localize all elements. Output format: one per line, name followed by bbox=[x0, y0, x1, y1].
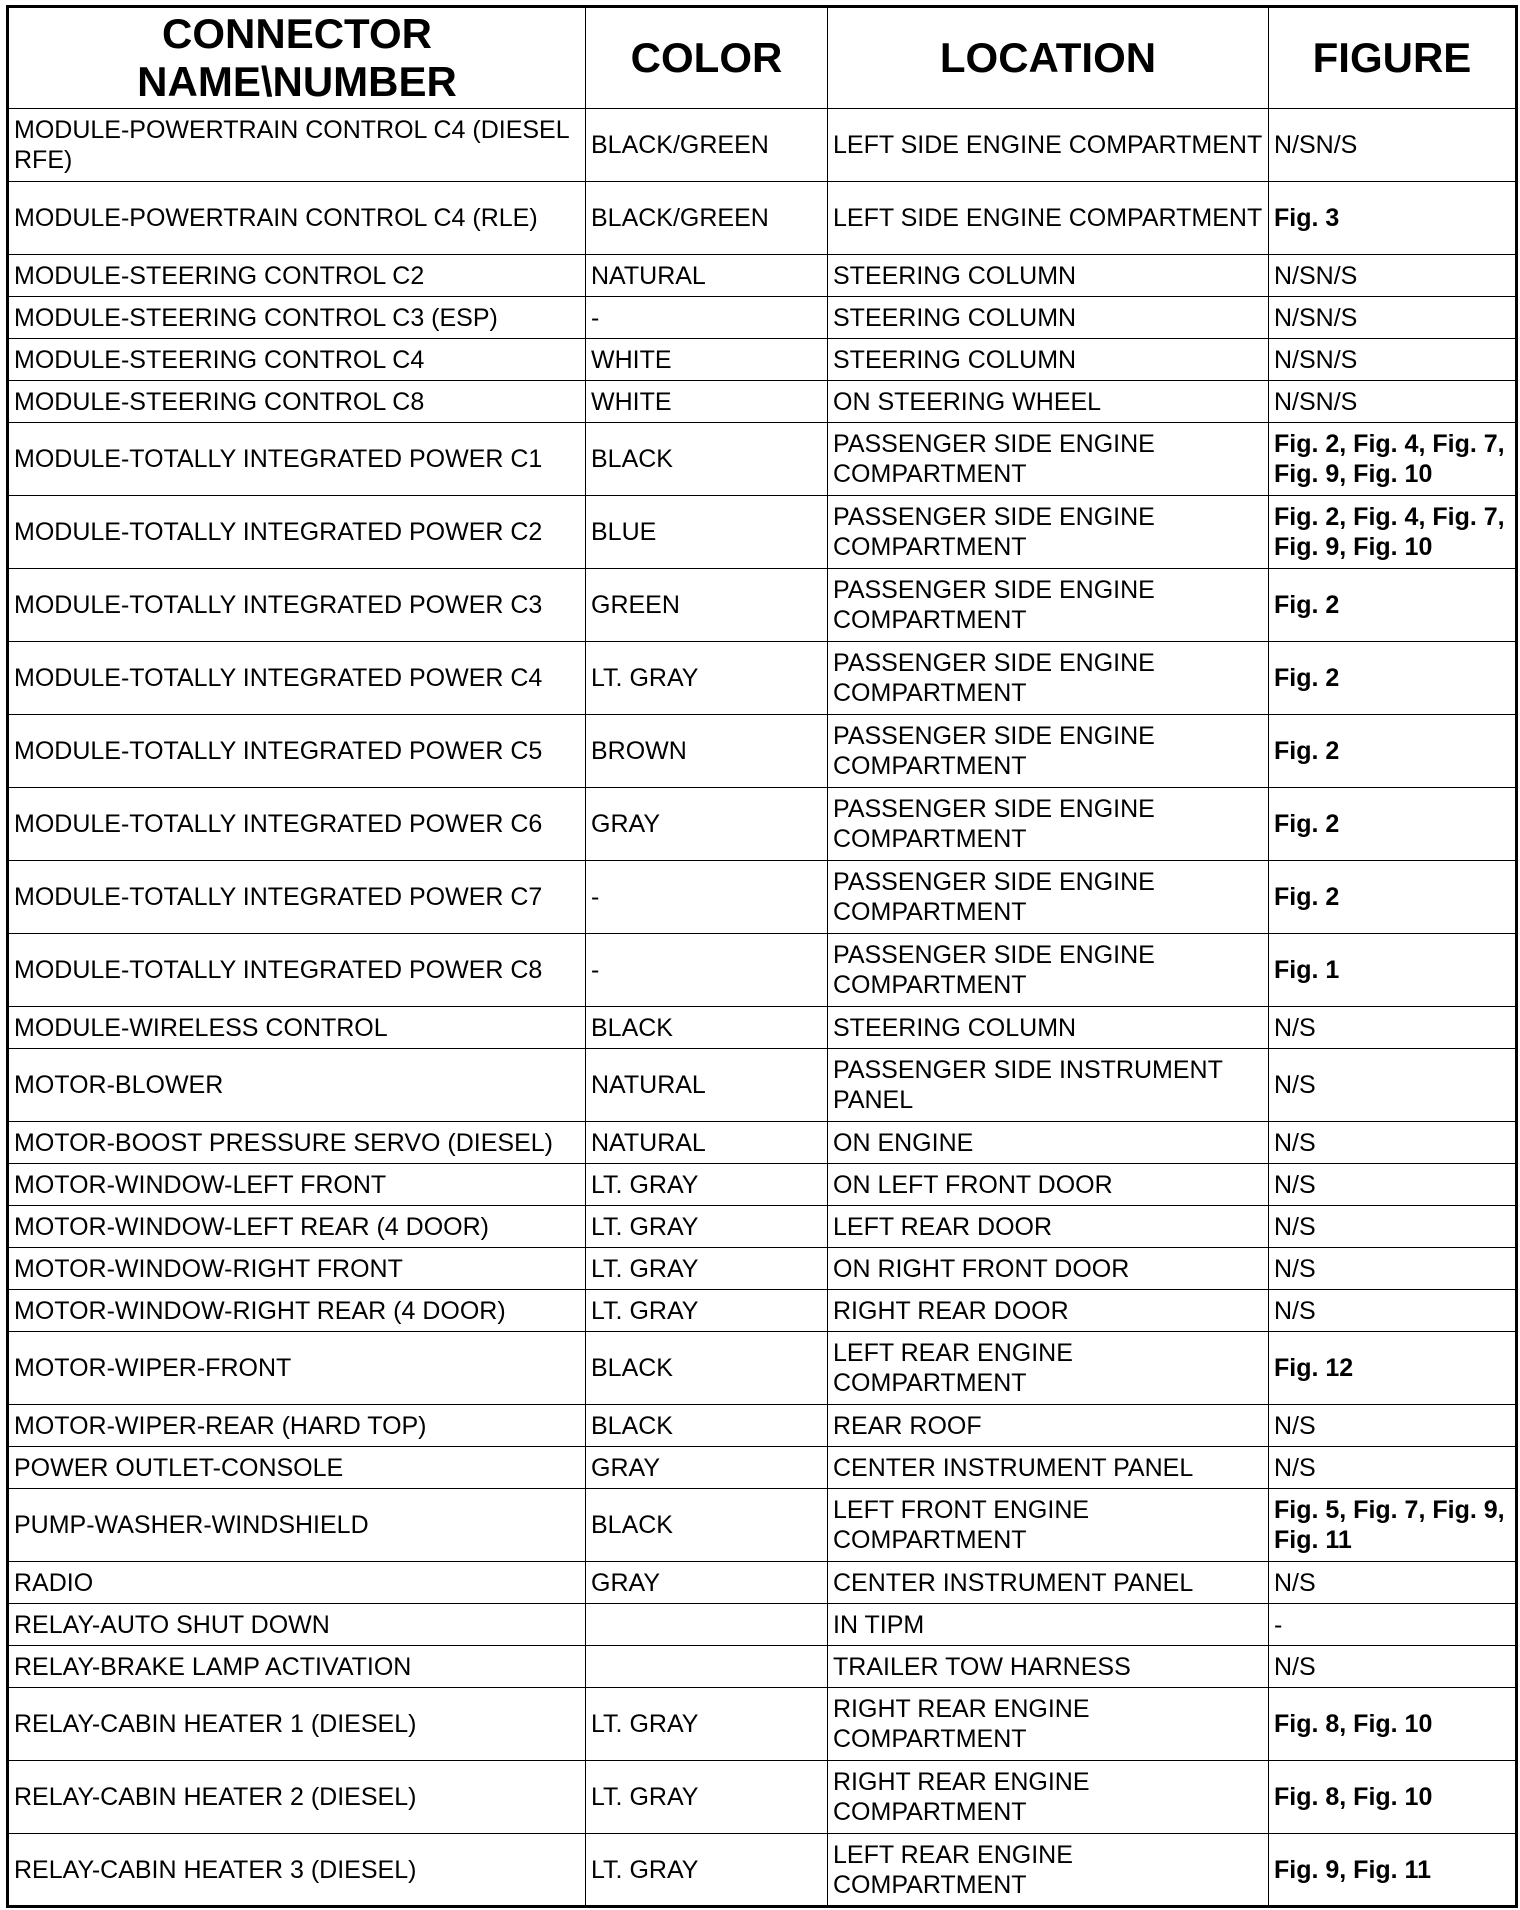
location-cell: LEFT REAR DOOR bbox=[828, 1206, 1269, 1248]
location-cell: RIGHT REAR ENGINE COMPARTMENT bbox=[828, 1688, 1269, 1761]
color-cell: LT. GRAY bbox=[586, 1248, 828, 1290]
color-cell: LT. GRAY bbox=[586, 1688, 828, 1761]
color-cell: LT. GRAY bbox=[586, 1761, 828, 1834]
table-row bbox=[8, 1834, 1517, 1907]
figure-cell: N/S bbox=[1269, 1164, 1517, 1206]
table-row bbox=[8, 1761, 1517, 1834]
figure-cell: Fig. 3 bbox=[1269, 182, 1517, 255]
figure-cell: Fig. 2, Fig. 4, Fig. 7, Fig. 9, Fig. 10 bbox=[1269, 423, 1517, 496]
table-row bbox=[8, 1206, 1517, 1248]
location-cell: TRAILER TOW HARNESS bbox=[828, 1646, 1269, 1688]
connector-name-cell: MODULE-WIRELESS CONTROL bbox=[8, 1007, 586, 1049]
connector-name-cell: MODULE-STEERING CONTROL C4 bbox=[8, 339, 586, 381]
figure-cell: N/S bbox=[1269, 1248, 1517, 1290]
figure-cell: N/S bbox=[1269, 1049, 1517, 1122]
table-row bbox=[8, 1604, 1517, 1646]
connector-name-cell: RELAY-AUTO SHUT DOWN bbox=[8, 1604, 586, 1646]
color-cell: WHITE bbox=[586, 339, 828, 381]
location-cell: RIGHT REAR ENGINE COMPARTMENT bbox=[828, 1761, 1269, 1834]
figure-cell: Fig. 2, Fig. 4, Fig. 7, Fig. 9, Fig. 10 bbox=[1269, 496, 1517, 569]
figure-cell: N/S bbox=[1269, 1646, 1517, 1688]
figure-cell: N/S bbox=[1269, 1206, 1517, 1248]
table-row bbox=[8, 1007, 1517, 1049]
table-row bbox=[8, 109, 1517, 182]
connector-name-cell: MODULE-POWERTRAIN CONTROL C4 (RLE) bbox=[8, 182, 586, 255]
color-cell: BLACK bbox=[586, 1489, 828, 1562]
figure-cell: Fig. 2 bbox=[1269, 715, 1517, 788]
color-cell: BLACK bbox=[586, 1007, 828, 1049]
connector-name-cell: MODULE-POWERTRAIN CONTROL C4 (DIESEL RFE) bbox=[8, 109, 586, 182]
location-cell: PASSENGER SIDE ENGINE COMPARTMENT bbox=[828, 496, 1269, 569]
table-row bbox=[8, 339, 1517, 381]
table-row bbox=[8, 788, 1517, 861]
figure-cell: Fig. 2 bbox=[1269, 861, 1517, 934]
color-cell: WHITE bbox=[586, 381, 828, 423]
figure-cell: N/SN/S bbox=[1269, 297, 1517, 339]
color-cell: LT. GRAY bbox=[586, 1164, 828, 1206]
location-cell: LEFT FRONT ENGINE COMPARTMENT bbox=[828, 1489, 1269, 1562]
location-cell: PASSENGER SIDE ENGINE COMPARTMENT bbox=[828, 934, 1269, 1007]
connector-name-cell: MOTOR-BLOWER bbox=[8, 1049, 586, 1122]
connector-name-cell: MODULE-TOTALLY INTEGRATED POWER C2 bbox=[8, 496, 586, 569]
table-row bbox=[8, 423, 1517, 496]
figure-cell: Fig. 1 bbox=[1269, 934, 1517, 1007]
color-cell: BLUE bbox=[586, 496, 828, 569]
location-cell: RIGHT REAR DOOR bbox=[828, 1290, 1269, 1332]
connector-name-cell: PUMP-WASHER-WINDSHIELD bbox=[8, 1489, 586, 1562]
connector-name-cell: MODULE-TOTALLY INTEGRATED POWER C8 bbox=[8, 934, 586, 1007]
table-row bbox=[8, 934, 1517, 1007]
connector-name-cell: MODULE-STEERING CONTROL C2 bbox=[8, 255, 586, 297]
color-cell: GRAY bbox=[586, 1447, 828, 1489]
connector-name-cell: MODULE-TOTALLY INTEGRATED POWER C1 bbox=[8, 423, 586, 496]
table-row bbox=[8, 715, 1517, 788]
location-cell: STEERING COLUMN bbox=[828, 297, 1269, 339]
location-cell: LEFT SIDE ENGINE COMPARTMENT bbox=[828, 182, 1269, 255]
location-cell: IN TIPM bbox=[828, 1604, 1269, 1646]
color-cell: LT. GRAY bbox=[586, 1206, 828, 1248]
location-cell: STEERING COLUMN bbox=[828, 1007, 1269, 1049]
color-cell: BLACK/GREEN bbox=[586, 109, 828, 182]
location-cell: LEFT SIDE ENGINE COMPARTMENT bbox=[828, 109, 1269, 182]
color-cell: - bbox=[586, 297, 828, 339]
color-cell: GREEN bbox=[586, 569, 828, 642]
figure-cell: N/S bbox=[1269, 1290, 1517, 1332]
header-row bbox=[8, 7, 1517, 109]
table-row bbox=[8, 1646, 1517, 1688]
connector-name-cell: MOTOR-WINDOW-LEFT FRONT bbox=[8, 1164, 586, 1206]
figure-cell: N/S bbox=[1269, 1562, 1517, 1604]
color-cell: LT. GRAY bbox=[586, 642, 828, 715]
location-cell: LEFT REAR ENGINE COMPARTMENT bbox=[828, 1834, 1269, 1907]
figure-cell: N/SN/S bbox=[1269, 339, 1517, 381]
figure-cell: Fig. 12 bbox=[1269, 1332, 1517, 1405]
connector-name-cell: MODULE-TOTALLY INTEGRATED POWER C3 bbox=[8, 569, 586, 642]
header-color: COLOR bbox=[586, 7, 828, 109]
figure-cell: N/SN/S bbox=[1269, 255, 1517, 297]
connector-name-cell: MOTOR-BOOST PRESSURE SERVO (DIESEL) bbox=[8, 1122, 586, 1164]
table-row bbox=[8, 1248, 1517, 1290]
location-cell: PASSENGER SIDE ENGINE COMPARTMENT bbox=[828, 569, 1269, 642]
color-cell bbox=[586, 1646, 828, 1688]
connector-name-cell: MOTOR-WIPER-FRONT bbox=[8, 1332, 586, 1405]
color-cell: BLACK/GREEN bbox=[586, 182, 828, 255]
connector-name-cell: MOTOR-WINDOW-LEFT REAR (4 DOOR) bbox=[8, 1206, 586, 1248]
connector-name-cell: RELAY-BRAKE LAMP ACTIVATION bbox=[8, 1646, 586, 1688]
connector-name-cell: MOTOR-WIPER-REAR (HARD TOP) bbox=[8, 1405, 586, 1447]
location-cell: CENTER INSTRUMENT PANEL bbox=[828, 1447, 1269, 1489]
figure-cell: N/SN/S bbox=[1269, 109, 1517, 182]
color-cell: GRAY bbox=[586, 788, 828, 861]
table-row bbox=[8, 182, 1517, 255]
connector-name-cell: MOTOR-WINDOW-RIGHT REAR (4 DOOR) bbox=[8, 1290, 586, 1332]
location-cell: LEFT REAR ENGINE COMPARTMENT bbox=[828, 1332, 1269, 1405]
connector-name-cell: RADIO bbox=[8, 1562, 586, 1604]
location-cell: PASSENGER SIDE ENGINE COMPARTMENT bbox=[828, 423, 1269, 496]
connector-name-cell: MODULE-TOTALLY INTEGRATED POWER C6 bbox=[8, 788, 586, 861]
connector-name-cell: MOTOR-WINDOW-RIGHT FRONT bbox=[8, 1248, 586, 1290]
table-row bbox=[8, 496, 1517, 569]
location-cell: PASSENGER SIDE ENGINE COMPARTMENT bbox=[828, 861, 1269, 934]
color-cell: NATURAL bbox=[586, 1049, 828, 1122]
connector-name-cell: RELAY-CABIN HEATER 1 (DIESEL) bbox=[8, 1688, 586, 1761]
connector-name-cell: RELAY-CABIN HEATER 3 (DIESEL) bbox=[8, 1834, 586, 1907]
table-row bbox=[8, 1332, 1517, 1405]
connector-name-cell: MODULE-TOTALLY INTEGRATED POWER C7 bbox=[8, 861, 586, 934]
connector-name-cell: MODULE-TOTALLY INTEGRATED POWER C5 bbox=[8, 715, 586, 788]
location-cell: ON LEFT FRONT DOOR bbox=[828, 1164, 1269, 1206]
color-cell: - bbox=[586, 934, 828, 1007]
color-cell: NATURAL bbox=[586, 1122, 828, 1164]
location-cell: PASSENGER SIDE ENGINE COMPARTMENT bbox=[828, 788, 1269, 861]
connector-name-cell: MODULE-STEERING CONTROL C8 bbox=[8, 381, 586, 423]
color-cell: - bbox=[586, 861, 828, 934]
figure-cell: N/SN/S bbox=[1269, 381, 1517, 423]
table-row bbox=[8, 255, 1517, 297]
location-cell: PASSENGER SIDE ENGINE COMPARTMENT bbox=[828, 715, 1269, 788]
table-row bbox=[8, 1562, 1517, 1604]
figure-cell: N/S bbox=[1269, 1007, 1517, 1049]
figure-cell: - bbox=[1269, 1604, 1517, 1646]
color-cell: GRAY bbox=[586, 1562, 828, 1604]
color-cell: BLACK bbox=[586, 1405, 828, 1447]
table-row bbox=[8, 1164, 1517, 1206]
table-row bbox=[8, 1447, 1517, 1489]
figure-cell: Fig. 5, Fig. 7, Fig. 9, Fig. 11 bbox=[1269, 1489, 1517, 1562]
color-cell: LT. GRAY bbox=[586, 1290, 828, 1332]
table-row bbox=[8, 1290, 1517, 1332]
table-row bbox=[8, 297, 1517, 339]
location-cell: REAR ROOF bbox=[828, 1405, 1269, 1447]
header-connector-name: CONNECTOR NAME\NUMBER bbox=[8, 7, 586, 109]
table-row bbox=[8, 1688, 1517, 1761]
color-cell: NATURAL bbox=[586, 255, 828, 297]
figure-cell: N/S bbox=[1269, 1122, 1517, 1164]
color-cell: BROWN bbox=[586, 715, 828, 788]
connector-name-cell: POWER OUTLET-CONSOLE bbox=[8, 1447, 586, 1489]
connector-table bbox=[6, 5, 1518, 1908]
table-row bbox=[8, 569, 1517, 642]
figure-cell: N/S bbox=[1269, 1447, 1517, 1489]
connector-name-cell: MODULE-STEERING CONTROL C3 (ESP) bbox=[8, 297, 586, 339]
table-row bbox=[8, 1489, 1517, 1562]
table-row bbox=[8, 381, 1517, 423]
table-body bbox=[8, 109, 1517, 1907]
figure-cell: N/S bbox=[1269, 1405, 1517, 1447]
location-cell: STEERING COLUMN bbox=[828, 339, 1269, 381]
table-row bbox=[8, 642, 1517, 715]
figure-cell: Fig. 2 bbox=[1269, 569, 1517, 642]
color-cell: BLACK bbox=[586, 423, 828, 496]
location-cell: STEERING COLUMN bbox=[828, 255, 1269, 297]
location-cell: ON RIGHT FRONT DOOR bbox=[828, 1248, 1269, 1290]
figure-cell: Fig. 2 bbox=[1269, 788, 1517, 861]
connector-name-cell: MODULE-TOTALLY INTEGRATED POWER C4 bbox=[8, 642, 586, 715]
connector-name-cell: RELAY-CABIN HEATER 2 (DIESEL) bbox=[8, 1761, 586, 1834]
figure-cell: Fig. 8, Fig. 10 bbox=[1269, 1761, 1517, 1834]
color-cell: BLACK bbox=[586, 1332, 828, 1405]
table-row bbox=[8, 1122, 1517, 1164]
color-cell: LT. GRAY bbox=[586, 1834, 828, 1907]
table-row bbox=[8, 861, 1517, 934]
table-row bbox=[8, 1405, 1517, 1447]
header-location: LOCATION bbox=[828, 7, 1269, 109]
location-cell: CENTER INSTRUMENT PANEL bbox=[828, 1562, 1269, 1604]
figure-cell: Fig. 9, Fig. 11 bbox=[1269, 1834, 1517, 1907]
location-cell: PASSENGER SIDE INSTRUMENT PANEL bbox=[828, 1049, 1269, 1122]
location-cell: PASSENGER SIDE ENGINE COMPARTMENT bbox=[828, 642, 1269, 715]
location-cell: ON ENGINE bbox=[828, 1122, 1269, 1164]
table-row bbox=[8, 1049, 1517, 1122]
color-cell bbox=[586, 1604, 828, 1646]
figure-cell: Fig. 2 bbox=[1269, 642, 1517, 715]
location-cell: ON STEERING WHEEL bbox=[828, 381, 1269, 423]
figure-cell: Fig. 8, Fig. 10 bbox=[1269, 1688, 1517, 1761]
header-figure: FIGURE bbox=[1269, 7, 1517, 109]
